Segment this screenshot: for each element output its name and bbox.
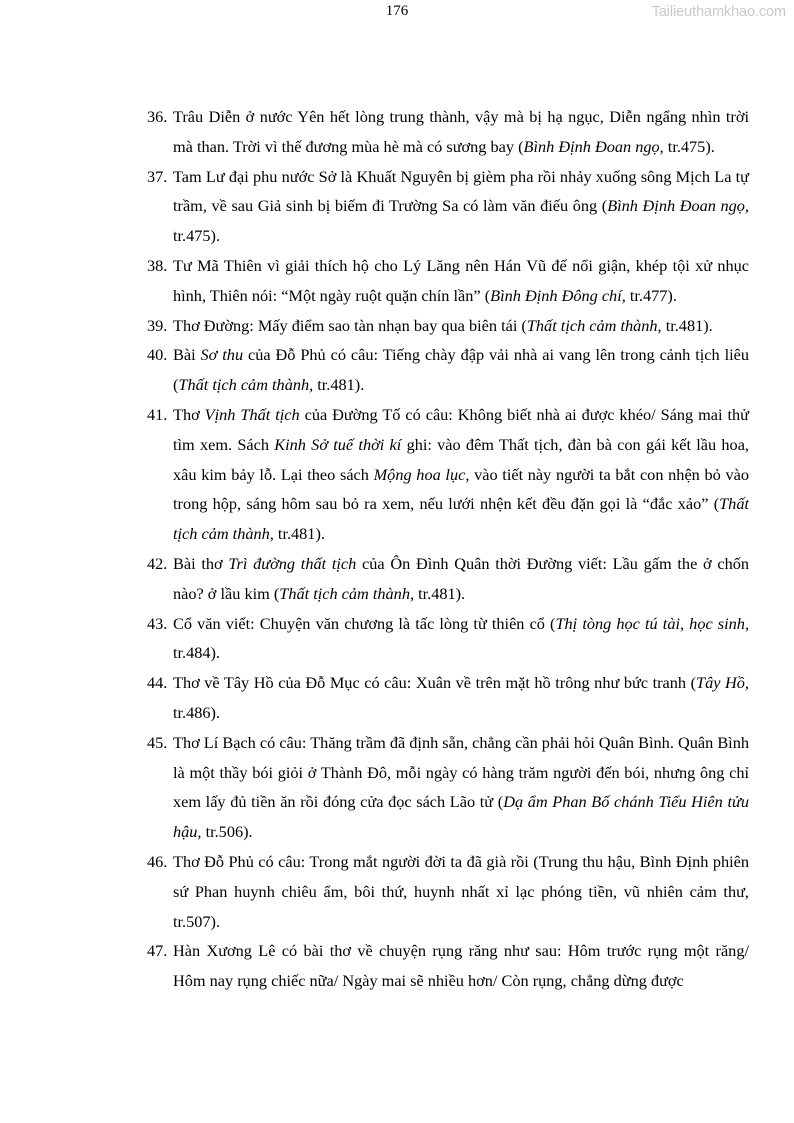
note-citation: Thất tịch cảm thành, xyxy=(178,375,314,395)
note-number: 41. xyxy=(147,404,168,424)
note-text-segment: của Đỗ Phủ có câu: Tiếng chày đập vải nhà ai vang lên trong cảnh tịch liêu ( xyxy=(173,345,749,395)
note-text-segment: Thơ Đỗ Phủ có câu: Trong mắt người đời ta đã già rồi (Trung thu hậu, Bình Định phiên sứ Phan huynh chiêu ẩm, bôi thứ, huynh nhất xỉ lạc phóng tiền, vũ nhiên cảm thư, tr.507). xyxy=(173,851,749,931)
note-citation: Thất tịch cảm thành, xyxy=(173,494,749,544)
note-text xyxy=(173,162,749,251)
page-number: 176 xyxy=(385,3,409,19)
note-text xyxy=(173,847,749,936)
note-text-segment: tr.486). xyxy=(173,702,221,722)
note-item xyxy=(147,251,749,311)
note-text xyxy=(173,400,749,549)
note-item xyxy=(147,162,749,251)
watermark: Tailieuthamkhao.com xyxy=(651,4,786,20)
note-text-segment: Thơ về Tây Hồ của Đỗ Mục có câu: Xuân về trên mặt hồ trông như bức tranh ( xyxy=(173,673,697,693)
note-text xyxy=(173,311,749,341)
note-item xyxy=(147,549,749,609)
note-text xyxy=(173,936,749,996)
note-text-segment: tr.484). xyxy=(173,643,221,663)
note-text-segment: của Đường Tố có câu: Không biết nhà ai được khéo/ Sáng mai thử tìm xem. Sách xyxy=(173,404,749,454)
note-number: 42. xyxy=(147,553,168,573)
note-text xyxy=(173,728,749,847)
note-item xyxy=(147,847,749,936)
note-citation: Mộng hoa lục, xyxy=(373,464,470,484)
note-text-segment: Bài thơ xyxy=(173,553,229,573)
note-item xyxy=(147,936,749,996)
note-citation: Thất tịch cảm thành, xyxy=(279,583,415,603)
note-text-segment: Thơ xyxy=(173,404,205,424)
note-text-segment: tr.481). xyxy=(273,524,325,544)
note-text-segment: tr.481). xyxy=(661,315,713,335)
note-text xyxy=(173,340,749,400)
note-text xyxy=(173,102,749,162)
note-text-segment: tr.475). xyxy=(173,226,221,246)
note-item xyxy=(147,668,749,728)
note-text-segment: Trâu Diễn ở nước Yên hết lòng trung thành, vậy mà bị hạ ngục, Diễn ngẩng nhìn trời mà than. Trời vì thế đương mùa hè mà có sương bay ( xyxy=(173,107,749,156)
notes-list xyxy=(147,102,749,996)
note-text-segment: ghi: vào đêm Thất tịch, đàn bà con gái kết lầu hoa, xâu kim bảy lỗ. Lại theo sách xyxy=(173,434,749,484)
note-text-segment: tr.477). xyxy=(625,285,677,305)
note-item xyxy=(147,340,749,400)
note-number: 45. xyxy=(147,732,168,752)
note-citation: Bình Định Đoan ngọ, xyxy=(607,196,749,216)
note-citation: Dạ ẩm Phan Bố chánh Tiểu Hiên tửu hậu, xyxy=(173,792,749,842)
note-citation: Thất tịch cảm thành, xyxy=(526,315,662,335)
note-citation: Bình Định Đông chí, xyxy=(490,285,626,305)
note-citation: Kinh Sở tuế thời kí xyxy=(274,434,402,454)
note-citation: Bình Định Đoan ngọ, xyxy=(523,136,664,156)
note-number: 40. xyxy=(147,345,168,365)
note-number: 36. xyxy=(147,107,168,126)
note-text xyxy=(173,668,749,728)
note-number: 43. xyxy=(147,613,168,633)
note-citation: Vịnh Thất tịch xyxy=(204,404,300,424)
note-number: 46. xyxy=(147,851,168,871)
note-text-segment: tr.481). xyxy=(414,583,466,603)
note-text-segment: tr.481). xyxy=(313,375,365,395)
note-text-segment: vào tiết này người ta bắt con nhện bỏ vào trong hộp, sáng hôm sau bỏ ra xem, nếu lưới nhện kết đều đặn gọi là “đắc xảo” ( xyxy=(173,464,749,514)
note-text-segment: của Ôn Đình Quân thời Đường viết: Lầu gấm the ở chốn nào? ở lầu kim ( xyxy=(173,553,749,603)
note-citation: Trì đường thất tịch xyxy=(228,553,357,573)
note-text-segment: tr.475). xyxy=(663,136,715,156)
note-citation: Thị tòng học tú tài, học sinh, xyxy=(555,613,750,633)
note-text-segment: Tư Mã Thiên vì giải thích hộ cho Lý Lăng nên Hán Vũ đế nổi giận, khép tội xử nhục hình, Thiên nói: “Một ngày ruột quặn chín lần” ( xyxy=(173,255,749,305)
note-text-segment: Bài xyxy=(173,345,201,365)
note-text-segment: Hàn Xương Lê có bài thơ về chuyện rụng răng như sau: Hôm trước rụng một răng/ Hôm nay rụng chiếc nữa/ Ngày mai sẽ nhiều hơn/ Còn rụng, chẳng dừng được xyxy=(173,941,749,991)
note-number: 37. xyxy=(147,166,168,186)
note-text-segment: tr.506). xyxy=(201,822,253,842)
note-item xyxy=(147,609,749,669)
note-text-segment: Thơ Đường: Mấy điểm sao tàn nhạn bay qua biên tái ( xyxy=(173,315,527,335)
note-item xyxy=(147,311,749,341)
note-text xyxy=(173,549,749,609)
note-citation: Tây Hồ, xyxy=(696,673,749,693)
note-item xyxy=(147,400,749,549)
note-number: 44. xyxy=(147,673,168,693)
note-text-segment: Cổ văn viết: Chuyện văn chương là tấc lòng từ thiên cổ ( xyxy=(173,613,556,633)
note-item xyxy=(147,728,749,847)
note-citation: Sơ thu xyxy=(200,345,244,365)
note-item xyxy=(147,102,749,162)
note-text xyxy=(173,609,749,669)
note-number: 47. xyxy=(147,941,168,961)
note-text-segment: Tam Lư đại phu nước Sở là Khuất Nguyên bị gièm pha rồi nhảy xuống sông Mịch La tự trầm, về sau Giả sinh bị biếm đi Trường Sa có làm văn điếu ông ( xyxy=(173,166,749,216)
note-number: 38. xyxy=(147,255,168,275)
note-number: 39. xyxy=(147,315,168,335)
note-text-segment: Thơ Lí Bạch có câu: Thăng trầm đã định sẵn, chẳng cần phải hỏi Quân Bình. Quân Bình là một thầy bói giỏi ở Thành Đô, mỗi ngày có hàng trăm người đến bói, nhưng ông chỉ xem lấy đủ tiền ăn rồi đóng cửa đọc sách Lão tử ( xyxy=(173,732,749,812)
note-text xyxy=(173,251,749,311)
